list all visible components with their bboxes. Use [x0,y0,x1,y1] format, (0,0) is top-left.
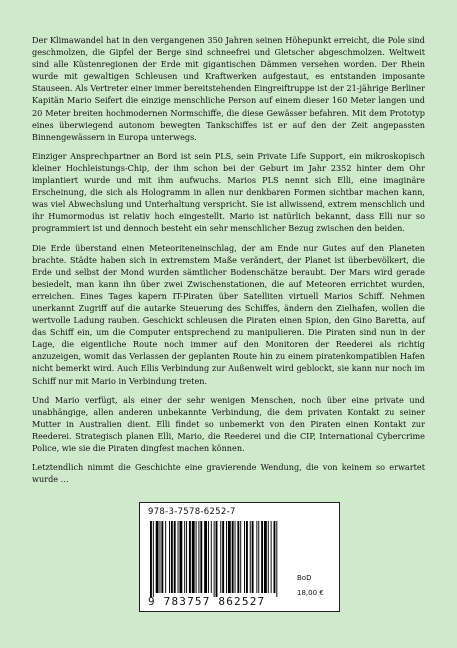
barcode-bar [178,521,179,593]
barcode-bar [214,521,215,597]
barcode-bar [261,521,263,593]
isbn-barcode-box [139,502,340,612]
barcode-bar [228,521,231,593]
barcode-bar [252,521,254,593]
barcode-bar [222,521,224,593]
barcode-bar [179,521,182,593]
back-cover-text [32,34,425,492]
isbn-number: 978-3-7578-6252-7 [148,507,236,517]
barcode-bar [276,521,277,597]
barcode-bar [169,521,170,593]
barcode-bar [204,521,207,593]
barcode-bar [226,521,227,593]
publisher-label: BoD [297,574,312,582]
barcode-bar [192,521,195,593]
barcode-bar [250,521,251,593]
barcode-bar [189,521,191,593]
barcode-bar [244,521,245,593]
barcode-bar [235,521,236,593]
barcode-bar [246,521,248,593]
barcode-bar [211,521,212,593]
barcode-bar [237,521,239,593]
barcode-bar [220,521,221,593]
barcode-bar [156,521,159,593]
paragraph-1: Der Klimawandel hat in den vergangenen 350 Jahren seinen Höhepunkt erreicht, die Pole sind geschmolzen, die Gipfel der Berge sind schneefrei und Gletscher abgeschmolzen. Weltweit sind alle Küstenregionen der Erde mit gigantischen Dämmen versehen worden. Der Rhein wurde mit gewaltigen Schleusen und Kraftwerken aufgestaut, es entstanden imposante Stauseen. Als Vertreter einer immer bereitstehenden Eingreiftruppe ist der 21-jährige Berliner Kapitän Mario Seifert die einzige menschliche Person auf einem dieser 160 Meter langen und 20 Meter breiten hochmodernen Normschiffe, die diese Gewässer befahren. Mit dem Prototyp eines überwiegend autonom bewegten Tankschiffes ist er auf den der Zeit angepassten Binnengewässern in Europa unterwegs. [32,35,425,142]
barcode-bar [274,521,276,593]
barcode-bar [264,521,267,593]
barcode-bar [184,521,185,593]
barcode-bar [268,521,269,593]
barcode-bars [148,521,282,597]
barcode-bar [196,521,197,593]
barcode-bar [160,521,161,593]
paragraph-4: Und Mario verfügt, als einer der sehr wenigen Menschen, noch über eine private und unabhängige, allen anderen unbekannte Verbindung, die dem privaten Kontakt zu seiner Mutter in Australien dient. Elli findet so unbemerkt von den Piraten einen Kontakt zur Reederei. Strategisch planen Elli, Mario, die Reederei und die CIP, International Cybercrime Police, wie sie die Piraten dingfest machen können. [32,394,425,453]
barcode-bar [165,521,166,593]
barcode-bar [174,521,176,593]
barcode-bar [208,521,209,593]
paragraph-5: Letztendlich nimmt die Geschichte eine gravierende Wendung, die von keinem so erwartet wurde … [32,462,425,485]
barcode-bar [240,521,241,593]
paragraph-2: Einziger Ansprechpartner an Bord ist sein PLS, sein Private Life Support, ein mikroskopisch kleiner Hochleistungs-Chip, der ihm schon bei der Geburt im Jahr 2352 hinter dem Ohr implantiert wurde und mit ihm aufwuchs. Marios PLS nennt sich Elli, eine imaginäre Erscheinung, die sich als Hologramm in allen nur denkbaren Formen sichtbar machen kann, was viel Abwechslung und Unterhaltung verspricht. Sie ist allwissend, extrem menschlich und ihr Humormodus ist relativ hoch eingestellt. Mario ist natürlich bekannt, dass Elli nur so programmiert ist und dennoch besteht ein sehr menschlicher Bezug zwischen den beiden. [32,150,425,234]
price-label: 18,00 € [297,589,324,597]
barcode-bar [150,521,152,597]
barcode-bar [161,521,163,593]
barcode-bar [256,521,257,593]
barcode-bar [171,521,173,593]
barcode-bar [271,521,272,593]
barcode-bar [153,521,154,597]
paragraph-3: Die Erde überstand einen Meteoriteneinschlag, der am Ende nur Gutes auf den Planeten brachte. Städte haben sich in extremstem Maße verändert, der Planet ist überbevölkert, die Erde und selbst der Mond wurden sämtlicher Bodenschätze beraubt. Der Mars wird gerade besiedelt, man kann ihn über zwei Zwischenstationen, die auf Meteoren errichtet wurden, erreichen. Eines Tages kapern IT-Piraten über Satelliten virtuell Marios Schiff. Nehmen unerkannt Zugriff auf die autarke Steuerung des Schiffes, ändern den Zielhafen, wollen die wertvolle Ladung rauben. Geschickt schleusen die Piraten einen Spion, den Gino Baretta, auf das Schiff ein, um die Computer entsprechend zu manipulieren. Die Piraten sind nun in der Lage, die eigentliche Route noch immer auf den Monitoren der Reederei als richtig anzuzeigen, womit das Verlassen der geplanten Route hin zu einem piratenkompatiblen Hafen nicht bemerkt wird. Auch Ellis Verbindung zur Außenwelt wird geblockt, sie kann nur noch im Schiff nur mit Mario in Verbindung treten. [32,242,425,386]
barcode-bar [200,521,202,593]
barcode-digits: 9 783757 862527 [148,595,266,608]
barcode-bar [216,521,218,597]
barcode-bar [232,521,234,593]
barcode-bar [258,521,259,593]
barcode-bar [186,521,187,593]
barcode-bar [198,521,199,593]
